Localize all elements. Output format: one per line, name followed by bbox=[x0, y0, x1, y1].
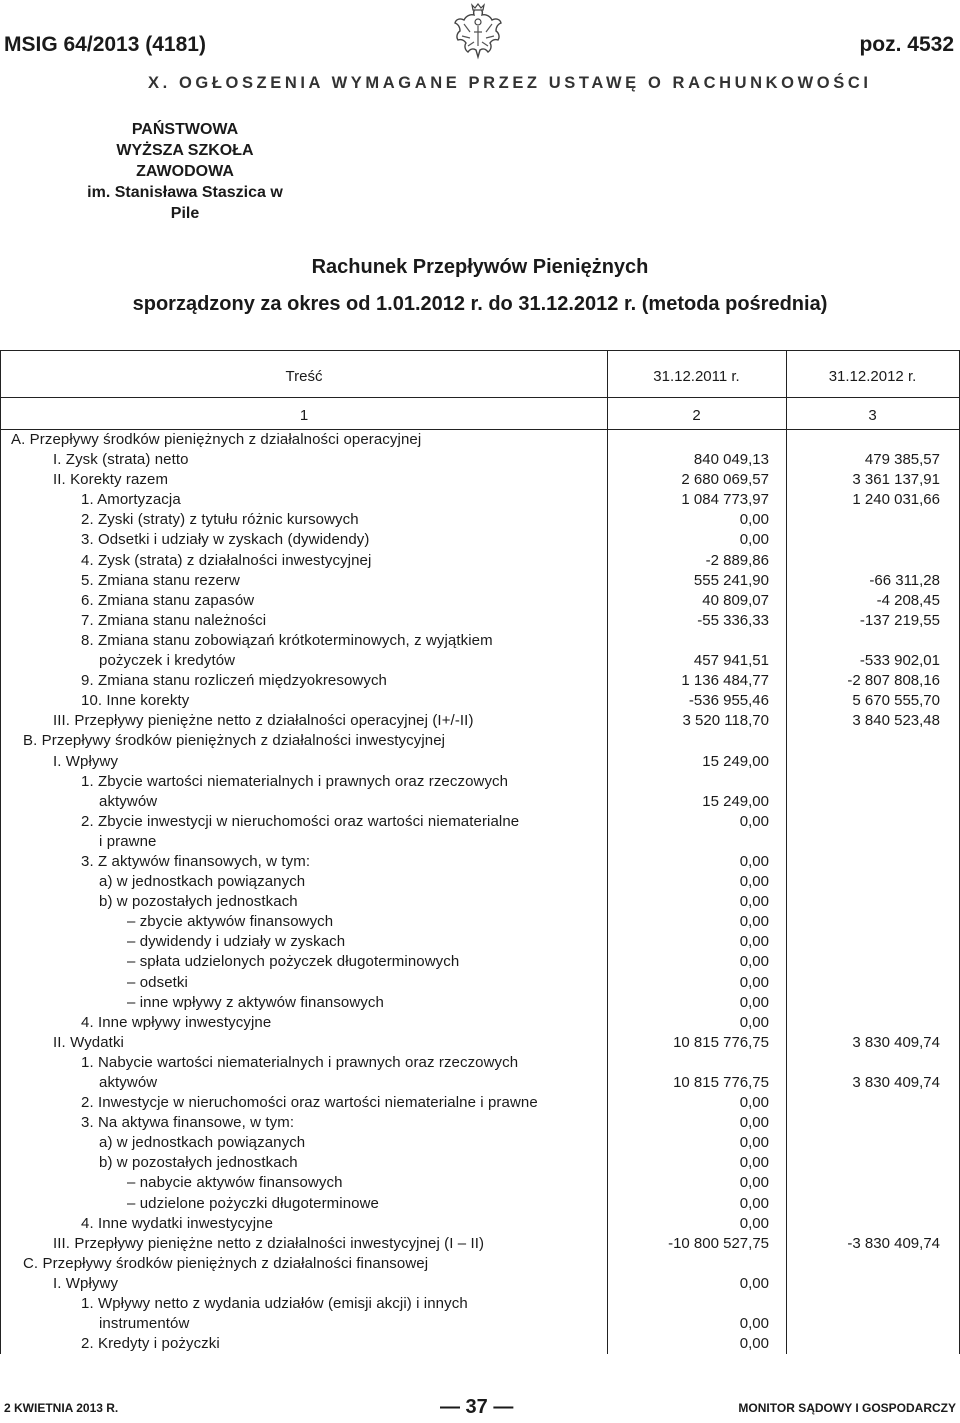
table-row bbox=[1, 671, 959, 691]
cash-flow-table bbox=[0, 350, 960, 1354]
value-2012: -66 311,28 bbox=[869, 571, 940, 589]
table-row bbox=[1, 832, 959, 852]
row-label: III. Przepływy pieniężne netto z działalności inwestycyjnej (I – II) bbox=[53, 1234, 485, 1252]
table-row bbox=[1, 551, 959, 571]
row-label: 1. Zbycie wartości niematerialnych i prawnych oraz rzeczowych bbox=[81, 772, 509, 790]
value-2011: 0,00 bbox=[739, 1174, 769, 1192]
value-2012: 479 385,57 bbox=[864, 451, 940, 469]
value-2011: 0,00 bbox=[739, 1214, 769, 1232]
value-2012: -533 902,01 bbox=[859, 652, 940, 670]
value-2012: -2 807 808,16 bbox=[847, 672, 940, 690]
coat-of-arms-icon bbox=[452, 2, 504, 60]
table-row bbox=[1, 1314, 959, 1334]
table-row bbox=[1, 530, 959, 550]
row-label: a) w jednostkach powiązanych bbox=[99, 1134, 306, 1152]
row-label: 1. Nabycie wartości niematerialnych i prawnych oraz rzeczowych bbox=[81, 1053, 519, 1071]
column-number: 3 bbox=[868, 407, 877, 424]
org-line: im. Stanisława Staszica w Pile bbox=[87, 184, 283, 222]
row-label: 2. Kredyty i pożyczki bbox=[81, 1335, 220, 1353]
value-2011: 0,00 bbox=[739, 1114, 769, 1132]
table-row bbox=[1, 1113, 959, 1133]
value-2011: -10 800 527,75 bbox=[668, 1234, 769, 1252]
header-divider bbox=[1, 397, 959, 398]
value-2012: 3 830 409,74 bbox=[852, 1074, 940, 1091]
org-line: WYŻSZA SZKOŁA ZAWODOWA bbox=[116, 142, 254, 180]
column-number: 1 bbox=[299, 407, 309, 424]
table-row bbox=[1, 731, 959, 751]
row-label: 9. Zmiana stanu rozliczeń międzyokresowych bbox=[81, 672, 387, 690]
value-2011: 15 249,00 bbox=[702, 752, 769, 770]
value-2011: 10 815 776,75 bbox=[673, 1074, 769, 1091]
table-row bbox=[1, 952, 959, 972]
table-row bbox=[1, 470, 959, 490]
value-2011: 0,00 bbox=[739, 812, 769, 830]
value-2012: 3 361 137,91 bbox=[852, 471, 940, 489]
row-label: II. Korekty razem bbox=[53, 471, 169, 489]
table-row bbox=[1, 631, 959, 651]
row-label: 1. Amortyzacja bbox=[81, 491, 181, 509]
row-label: I. Zysk (strata) netto bbox=[53, 451, 189, 469]
value-2011: 0,00 bbox=[739, 893, 769, 911]
table-row bbox=[1, 510, 959, 530]
row-label: b) w pozostałych jednostkach bbox=[99, 1154, 298, 1172]
value-2011: 555 241,90 bbox=[693, 571, 769, 589]
table-row bbox=[1, 651, 959, 671]
value-2011: 0,00 bbox=[739, 531, 769, 549]
position-number: poz. 4532 bbox=[859, 33, 954, 56]
table-row bbox=[1, 772, 959, 792]
row-label: 4. Zysk (strata) z działalności inwestycyjnej bbox=[81, 551, 372, 569]
value-2011: 0,00 bbox=[739, 1094, 769, 1112]
issue-number: MSIG 64/2013 (4181) bbox=[4, 33, 206, 56]
header-2011: 31.12.2011 r. bbox=[653, 368, 740, 385]
row-label: – udzielone pożyczki długoterminowe bbox=[127, 1194, 379, 1212]
value-2012: 1 240 031,66 bbox=[852, 491, 940, 509]
page-number: — 37 — bbox=[440, 1396, 514, 1418]
table-row bbox=[1, 711, 959, 731]
row-label: 3. Odsetki i udziały w zyskach (dywidendy) bbox=[81, 531, 370, 549]
value-2011: 40 809,07 bbox=[702, 591, 769, 609]
row-label: – dywidendy i udziały w zyskach bbox=[127, 933, 346, 951]
value-2012: 3 840 523,48 bbox=[852, 712, 940, 730]
value-2011: 0,00 bbox=[739, 1335, 769, 1353]
row-label: A. Przepływy środków pieniężnych z działalności operacyjnej bbox=[11, 431, 422, 448]
row-label: b) w pozostałych jednostkach bbox=[99, 893, 298, 911]
table-row bbox=[1, 872, 959, 892]
org-line: PAŃSTWOWA bbox=[131, 121, 239, 138]
value-2011: -2 889,86 bbox=[705, 551, 769, 569]
value-2011: 840 049,13 bbox=[693, 451, 769, 469]
table-row bbox=[1, 1073, 959, 1093]
value-2011: 15 249,00 bbox=[702, 792, 769, 810]
row-label: i prawne bbox=[99, 832, 157, 850]
table-row bbox=[1, 1013, 959, 1033]
row-label: 4. Inne wpływy inwestycyjne bbox=[81, 1013, 272, 1031]
value-2012: -3 830 409,74 bbox=[847, 1234, 940, 1252]
row-label: I. Wpływy bbox=[53, 752, 119, 770]
row-label: pożyczek i kredytów bbox=[99, 652, 236, 670]
value-2011: 0,00 bbox=[739, 1154, 769, 1172]
table-row bbox=[1, 571, 959, 591]
value-2011: 0,00 bbox=[739, 1134, 769, 1152]
row-label: aktywów bbox=[99, 1074, 158, 1091]
row-label: 2. Zyski (straty) z tytułu różnic kursowych bbox=[81, 511, 359, 529]
row-label: – spłata udzielonych pożyczek długoterminowych bbox=[127, 953, 460, 971]
value-2011: -536 955,46 bbox=[688, 692, 769, 710]
table-row bbox=[1, 993, 959, 1013]
row-label: – nabycie aktywów finansowych bbox=[127, 1174, 343, 1192]
row-label: – odsetki bbox=[127, 973, 188, 991]
table-row bbox=[1, 1053, 959, 1073]
value-2011: 10 815 776,75 bbox=[673, 1033, 769, 1051]
table-row bbox=[1, 892, 959, 912]
table-row bbox=[1, 450, 959, 470]
row-label: II. Wydatki bbox=[53, 1033, 124, 1051]
row-label: 10. Inne korekty bbox=[81, 692, 190, 710]
value-2011: 2 680 069,57 bbox=[681, 471, 769, 489]
value-2011: -55 336,33 bbox=[697, 611, 769, 629]
row-label: 7. Zmiana stanu należności bbox=[81, 611, 267, 629]
value-2011: 0,00 bbox=[739, 1194, 769, 1212]
table-row bbox=[1, 752, 959, 772]
row-label: 8. Zmiana stanu zobowiązań krótkoterminowych, z wyjątkiem bbox=[81, 631, 493, 649]
table-row bbox=[1, 1234, 959, 1254]
table-row bbox=[1, 1274, 959, 1294]
row-label: a) w jednostkach powiązanych bbox=[99, 873, 306, 891]
header-2012: 31.12.2012 r. bbox=[828, 368, 917, 385]
row-label: – inne wpływy z aktywów finansowych bbox=[127, 993, 384, 1011]
value-2011: 457 941,51 bbox=[693, 652, 769, 670]
value-2011: 0,00 bbox=[739, 511, 769, 529]
table-row bbox=[1, 591, 959, 611]
value-2011: 1 084 773,97 bbox=[681, 491, 769, 509]
table-row bbox=[1, 973, 959, 993]
table-row bbox=[1, 1254, 959, 1274]
value-2011: 0,00 bbox=[739, 852, 769, 870]
row-label: 4. Inne wydatki inwestycyjne bbox=[81, 1214, 274, 1232]
value-2012: -137 219,55 bbox=[859, 611, 940, 629]
value-2011: 1 136 484,77 bbox=[681, 672, 769, 690]
row-label: instrumentów bbox=[99, 1315, 190, 1333]
table-row bbox=[1, 1214, 959, 1234]
table-row bbox=[1, 1334, 959, 1354]
value-2011: 0,00 bbox=[739, 1013, 769, 1031]
row-label: C. Przepływy środków pieniężnych z działalności finansowej bbox=[23, 1254, 429, 1272]
table-header bbox=[1, 350, 959, 430]
column-number: 2 bbox=[692, 407, 701, 424]
row-label: III. Przepływy pieniężne netto z działalności operacyjnej (I+/-II) bbox=[53, 712, 474, 730]
row-label: I. Wpływy bbox=[53, 1274, 119, 1292]
value-2011: 3 520 118,70 bbox=[682, 712, 769, 730]
row-label: – zbycie aktywów finansowych bbox=[127, 913, 334, 931]
table-row bbox=[1, 1033, 959, 1053]
issue-date: 2 KWIETNIA 2013 R. bbox=[4, 1401, 119, 1415]
header-content: Treść bbox=[285, 368, 323, 385]
table-row bbox=[1, 852, 959, 872]
table-row bbox=[1, 1194, 959, 1214]
table-row bbox=[1, 1133, 959, 1153]
table-row bbox=[1, 1153, 959, 1173]
value-2011: 0,00 bbox=[739, 933, 769, 951]
value-2012: -4 208,45 bbox=[876, 591, 940, 609]
value-2011: 0,00 bbox=[739, 873, 769, 891]
table-row bbox=[1, 1294, 959, 1314]
value-2011: 0,00 bbox=[739, 993, 769, 1011]
value-2011: 0,00 bbox=[739, 973, 769, 991]
document-title: Rachunek Przepływów Pieniężnych bbox=[311, 256, 649, 278]
table-row bbox=[1, 611, 959, 631]
table-row bbox=[1, 912, 959, 932]
row-label: B. Przepływy środków pieniężnych z działalności inwestycyjnej bbox=[23, 732, 446, 750]
table-row bbox=[1, 1173, 959, 1193]
organization-name bbox=[80, 119, 290, 224]
row-label: 2. Inwestycje w nieruchomości oraz wartości niematerialne i prawne bbox=[81, 1094, 538, 1112]
section-title: X. OGŁOSZENIA WYMAGANE PRZEZ USTAWĘ O RACHUNKOWOŚCI bbox=[148, 74, 872, 92]
publisher-name: MONITOR SĄDOWY I GOSPODARCZY bbox=[738, 1401, 956, 1415]
row-label: 1. Wpływy netto z wydania udziałów (emisji akcji) i innych bbox=[81, 1295, 468, 1313]
table-row bbox=[1, 490, 959, 510]
table-row bbox=[1, 812, 959, 832]
value-2011: 0,00 bbox=[739, 953, 769, 971]
value-2011: 0,00 bbox=[739, 913, 769, 931]
row-label: 5. Zmiana stanu rezerw bbox=[81, 571, 240, 589]
table-row bbox=[1, 1093, 959, 1113]
value-2012: 5 670 555,70 bbox=[852, 692, 940, 710]
row-label: 3. Na aktywa finansowe, w tym: bbox=[81, 1114, 295, 1132]
document-subtitle: sporządzony za okres od 1.01.2012 r. do 31.12.2012 r. (metoda pośrednia) bbox=[132, 293, 828, 315]
value-2011: 0,00 bbox=[739, 1315, 769, 1333]
row-label: aktywów bbox=[99, 792, 158, 810]
row-label: 2. Zbycie inwestycji w nieruchomości oraz wartości niematerialne bbox=[81, 812, 520, 830]
value-2011: 0,00 bbox=[739, 1274, 769, 1292]
table-body bbox=[1, 430, 959, 1354]
row-label: 6. Zmiana stanu zapasów bbox=[81, 591, 255, 609]
table-row bbox=[1, 430, 959, 450]
table-row bbox=[1, 691, 959, 711]
value-2012: 3 830 409,74 bbox=[852, 1033, 940, 1051]
row-label: 3. Z aktywów finansowych, w tym: bbox=[81, 852, 311, 870]
table-row bbox=[1, 932, 959, 952]
table-row bbox=[1, 792, 959, 812]
